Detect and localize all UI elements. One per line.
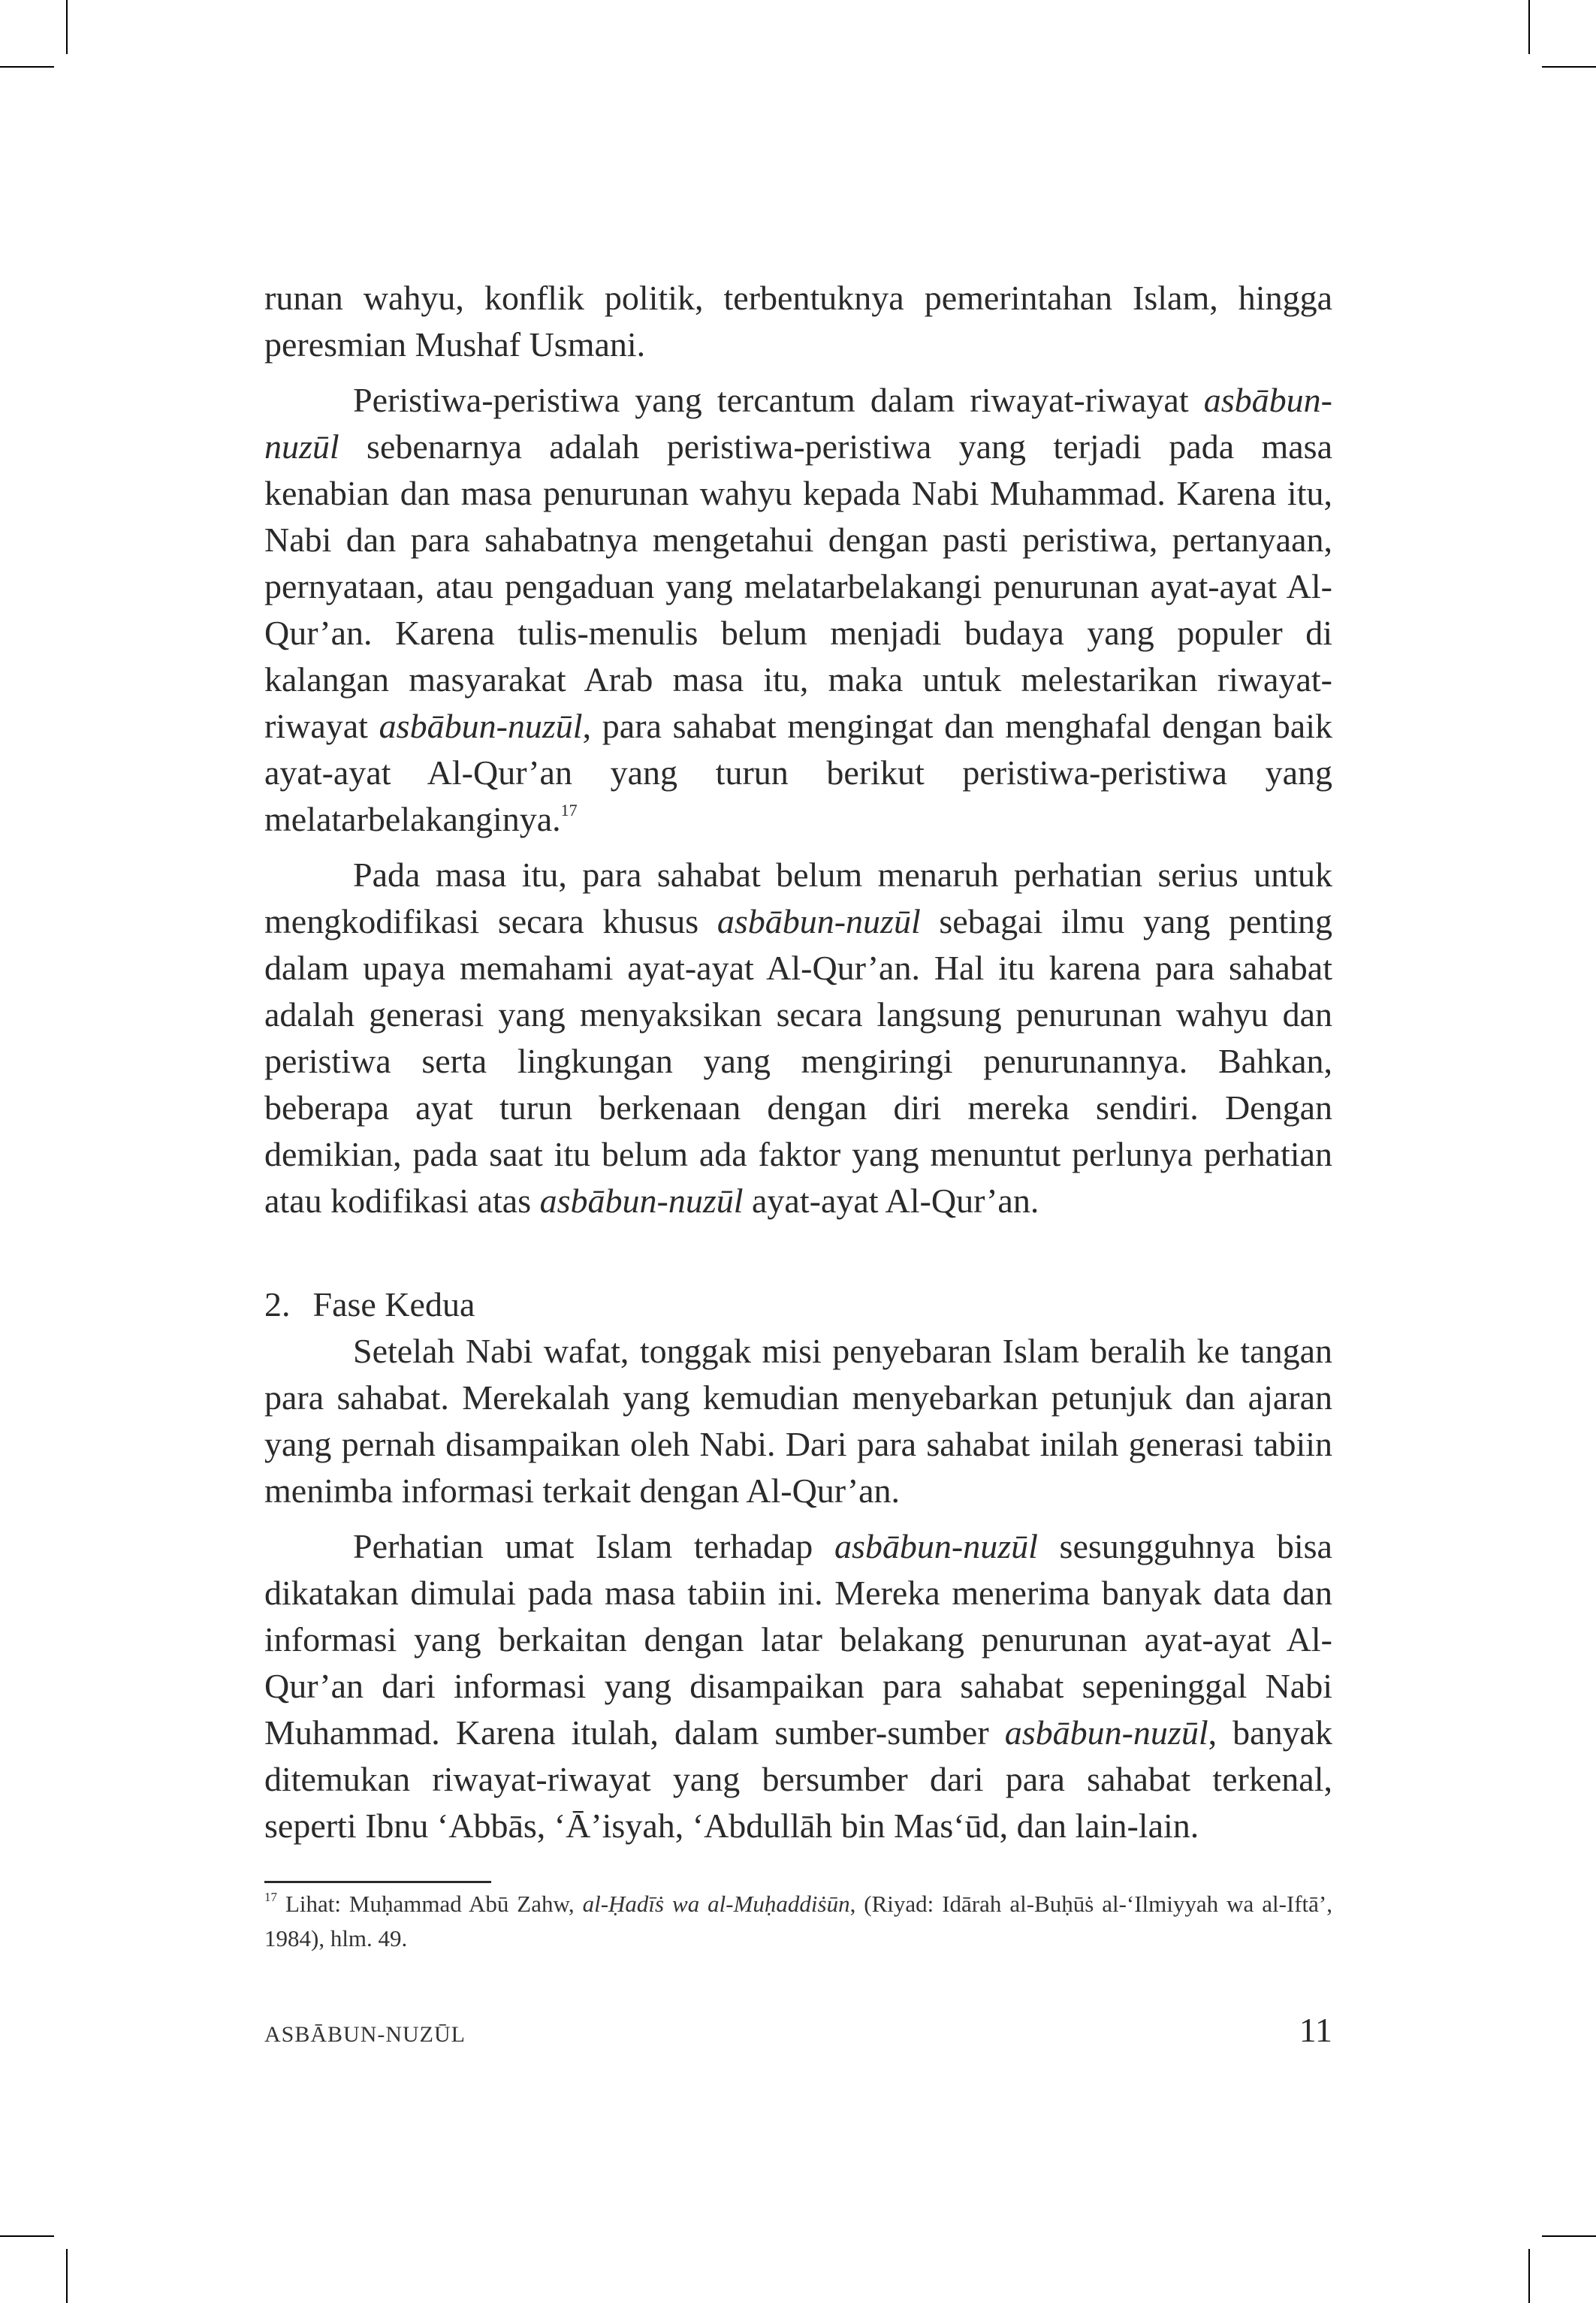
paragraph [264,377,1332,843]
paragraph [264,275,1332,368]
section-title: Fase Kedua [312,1285,475,1324]
footnote-ref: 17 [264,1890,277,1904]
paragraph [264,1523,1332,1849]
crop-mark-top-right-horizontal [1542,66,1596,68]
footnote-divider [264,1881,491,1883]
text-run: Lihat: Muḥammad Abū Zahw, [277,1891,583,1917]
text-run: Perhatian umat Islam terhadap [353,1527,834,1565]
paragraph [264,1328,1332,1514]
text-run: ayat-ayat Al-Qur’an. [743,1182,1039,1220]
italic-term: asbābun-nuzūl [379,707,583,745]
crop-mark-bottom-left-vertical [66,2249,68,2303]
italic-term: asbābun-nuzūl [539,1182,744,1220]
text-run: , (Riyad: Idārah al-Buḥūṡ al-‘Ilmiyyah wa al-Iftā’, 1984), hlm. 49. [264,1891,1332,1951]
italic-term: asbābun-nuzūl [834,1527,1038,1565]
crop-mark-top-right-vertical [1528,0,1530,54]
page-footer [264,2010,1332,2050]
crop-mark-bottom-right-vertical [1528,2249,1530,2303]
text-run: sesungguhnya bisa dikatakan dimulai pada masa tabiin ini. Mereka menerima banyak data dan informasi yang berkaitan dengan latar belakang penurunan ayat-ayat Al-Qur’an dari informasi yang disampaikan para sahabat sepeninggal Nabi Muhammad. Karena itulah, dalam sumber-sumber [264,1527,1332,1752]
text-run: Setelah Nabi wafat, tonggak misi penyebaran Islam beralih ke tangan para sahabat. Merekalah yang kemudian menyebarkan petunjuk dan ajaran yang pernah disampaikan oleh Nabi. Dari para sahabat inilah generasi tabiin menimba informasi terkait dengan Al-Qur’an. [264,1332,1332,1510]
crop-mark-top-left-horizontal [0,66,54,68]
page-number: 11 [1299,2011,1332,2049]
footnote [264,1887,1332,1956]
text-run: sebagai ilmu yang penting dalam upaya memahami ayat-ayat Al-Qur’an. Hal itu karena para sahabat adalah generasi yang menyaksikan secara langsung penurunan wahyu dan peristiwa serta lingkungan yang mengiringi penurunannya. Bahkan, beberapa ayat turun berkenaan dengan diri mereka sendiri. Dengan demikian, pada saat itu belum ada faktor yang menuntut perlunya perhatian atau kodifikasi atas [264,902,1333,1220]
italic-term: asbābun-nuzūl [1004,1713,1208,1752]
text-run: , para sahabat mengingat dan menghafal dengan baik ayat-ayat Al-Qur’an yang turun berikut peristiwa-peristiwa yang melatarbelakanginya. [264,707,1333,838]
crop-mark-top-left-vertical [66,0,68,54]
text-run: sebenarnya adalah peristiwa-peristiwa yang terjadi pada masa kenabian dan masa penurunan wahyu kepada Nabi Muhammad. Karena itu, Nabi dan para sahabatnya mengetahui dengan pasti peristiwa, pertanyaan, pernyataan, atau pengaduan yang melatarbelakangi penurunan ayat-ayat Al-Qur’an. Karena tulis-menulis belum menjadi budaya yang populer di kalangan masyarakat Arab masa itu, maka untuk melestarikan riwayat-riwayat [264,427,1332,745]
text-run: , banyak ditemukan riwayat-riwayat yang bersumber dari para sahabat terkenal, seperti Ibnu ‘Abbās, ‘Ā’isyah, ‘Abdullāh bin Mas‘ūd, dan lain-lain. [264,1713,1332,1845]
crop-mark-bottom-right-horizontal [1542,2235,1596,2237]
italic-term: asbābun-nuzūl [717,902,921,940]
section-number: 2. [264,1285,291,1324]
section-heading [264,1281,1332,1328]
italic-term: al-Ḥadīṡ wa al-Muḥaddiṡūn [582,1891,850,1917]
italic-term: asbābun-nuzūl [264,381,1332,466]
text-run: Peristiwa-peristiwa yang tercantum dalam riwayat-riwayat [353,381,1204,419]
text-run: runan wahyu, konflik politik, terbentuknya pemerintahan Islam, hingga peresmian Mushaf Usmani. [264,279,1332,364]
body-text [264,275,1332,1849]
paragraph [264,852,1332,1224]
crop-mark-bottom-left-horizontal [0,2235,54,2237]
footnote-ref: 17 [560,801,578,819]
text-run: Pada masa itu, para sahabat belum menaruh perhatian serius untuk mengkodifikasi secara khusus [264,856,1332,940]
running-title: ASBĀBUN-NUZŪL [264,2022,466,2047]
